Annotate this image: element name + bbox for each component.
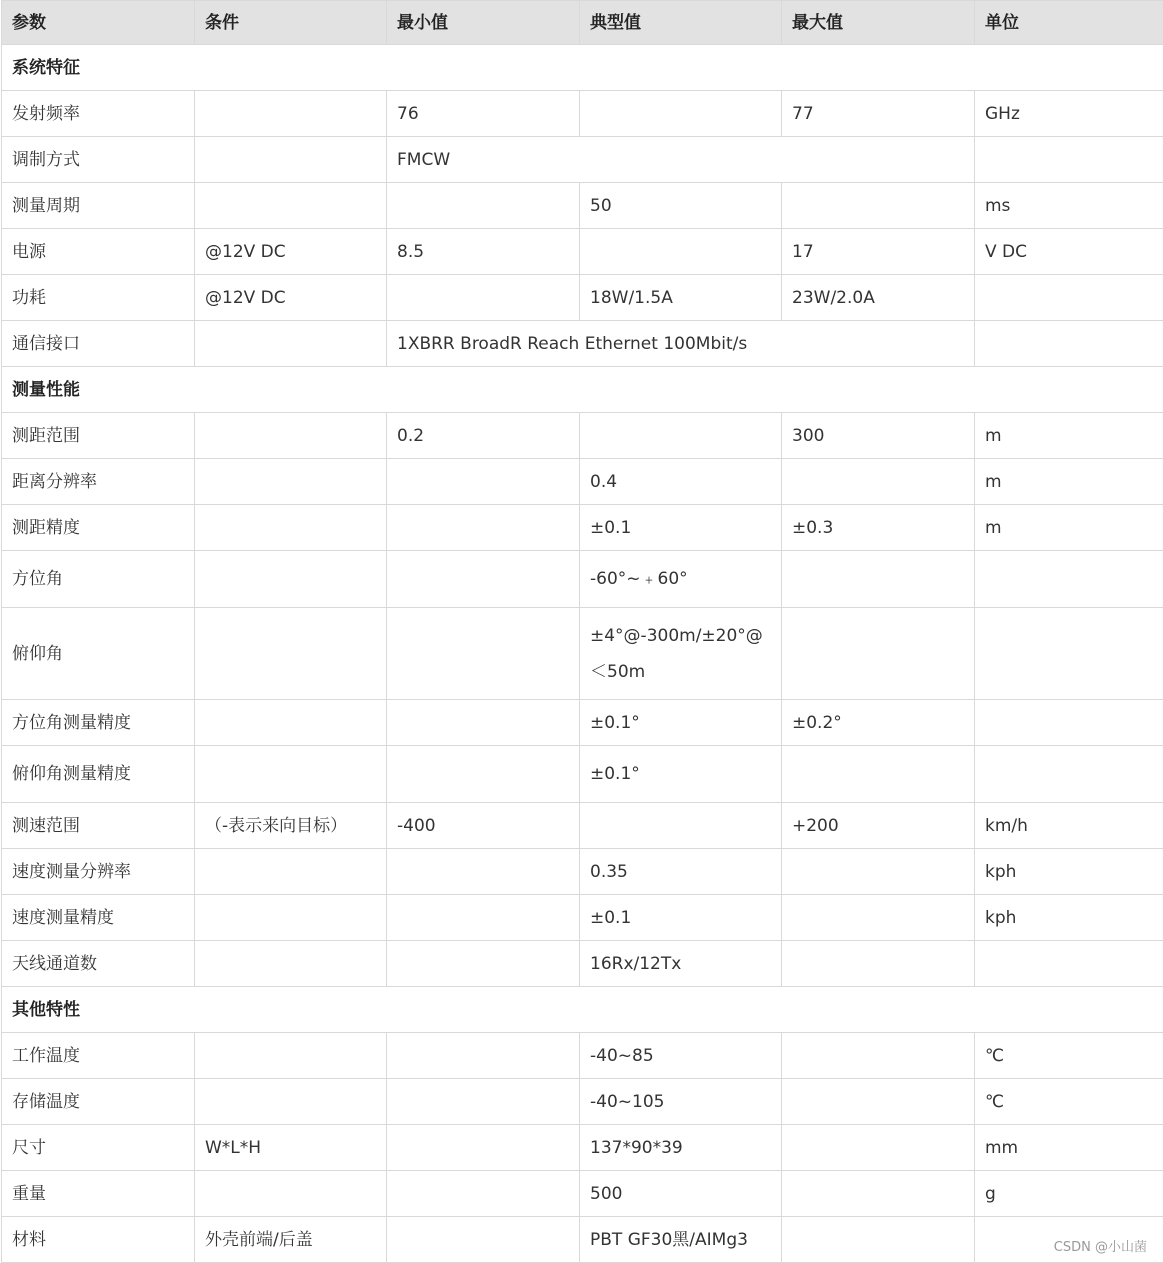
table-row — [2, 700, 1163, 746]
typ-cell: -40~85 — [580, 1033, 782, 1079]
param-cell: 天线通道数 — [2, 941, 195, 987]
min-cell — [387, 1217, 580, 1263]
unit-cell: m — [975, 505, 1163, 551]
condition-cell — [195, 551, 387, 608]
param-cell: 调制方式 — [2, 137, 195, 183]
table-row — [2, 551, 1163, 608]
typ-cell: -40~105 — [580, 1079, 782, 1125]
typ-cell: 16Rx/12Tx — [580, 941, 782, 987]
max-cell — [782, 608, 975, 700]
max-cell: +200 — [782, 803, 975, 849]
max-cell: ±0.3 — [782, 505, 975, 551]
condition-cell — [195, 1033, 387, 1079]
max-cell — [782, 183, 975, 229]
max-cell — [782, 1171, 975, 1217]
unit-cell — [975, 137, 1163, 183]
typ-cell: 137*90*39 — [580, 1125, 782, 1171]
typ-cell: 50 — [580, 183, 782, 229]
unit-cell: mm — [975, 1125, 1163, 1171]
typ-cell — [580, 413, 782, 459]
table-row — [2, 91, 1163, 137]
param-cell: 工作温度 — [2, 1033, 195, 1079]
typ-cell: ±4°@-300m/±20°@＜50m — [580, 608, 782, 700]
unit-cell: ℃ — [975, 1079, 1163, 1125]
condition-cell — [195, 700, 387, 746]
min-cell: 0.2 — [387, 413, 580, 459]
param-cell: 存储温度 — [2, 1079, 195, 1125]
condition-cell — [195, 91, 387, 137]
condition-cell — [195, 746, 387, 803]
min-cell — [387, 746, 580, 803]
min-cell — [387, 895, 580, 941]
min-cell — [387, 505, 580, 551]
condition-cell: @12V DC — [195, 275, 387, 321]
header-param: 参数 — [2, 1, 195, 45]
param-cell: 速度测量精度 — [2, 895, 195, 941]
unit-cell: m — [975, 413, 1163, 459]
min-cell — [387, 941, 580, 987]
condition-cell: W*L*H — [195, 1125, 387, 1171]
unit-cell: ms — [975, 183, 1163, 229]
section-title: 测量性能 — [2, 367, 1163, 413]
section-row — [2, 45, 1163, 91]
condition-cell — [195, 321, 387, 367]
typ-cell: ±0.1° — [580, 700, 782, 746]
param-cell: 方位角 — [2, 551, 195, 608]
min-cell: 76 — [387, 91, 580, 137]
header-max: 最大值 — [782, 1, 975, 45]
section-row — [2, 367, 1163, 413]
condition-cell — [195, 941, 387, 987]
value-span-cell: FMCW — [387, 137, 975, 183]
unit-cell: kph — [975, 895, 1163, 941]
min-cell: -400 — [387, 803, 580, 849]
min-cell — [387, 459, 580, 505]
table-row — [2, 137, 1163, 183]
param-cell: 测距范围 — [2, 413, 195, 459]
param-cell: 俯仰角 — [2, 608, 195, 700]
unit-cell — [975, 608, 1163, 700]
min-cell — [387, 1033, 580, 1079]
typ-cell: -60°~﹢60° — [580, 551, 782, 608]
condition-cell — [195, 137, 387, 183]
table-row — [2, 1033, 1163, 1079]
section-title: 其他特性 — [2, 987, 1163, 1033]
header-condition: 条件 — [195, 1, 387, 45]
condition-cell — [195, 849, 387, 895]
table-row — [2, 413, 1163, 459]
param-cell: 方位角测量精度 — [2, 700, 195, 746]
unit-cell: ℃ — [975, 1033, 1163, 1079]
typ-cell: ±0.1 — [580, 895, 782, 941]
condition-cell: 外壳前端/后盖 — [195, 1217, 387, 1263]
max-cell: 77 — [782, 91, 975, 137]
condition-cell — [195, 505, 387, 551]
condition-cell: @12V DC — [195, 229, 387, 275]
header-min: 最小值 — [387, 1, 580, 45]
min-cell — [387, 1125, 580, 1171]
condition-cell — [195, 1079, 387, 1125]
unit-cell — [975, 941, 1163, 987]
header-row — [2, 1, 1163, 45]
unit-cell: GHz — [975, 91, 1163, 137]
table-row — [2, 849, 1163, 895]
param-cell: 通信接口 — [2, 321, 195, 367]
table-row — [2, 229, 1163, 275]
typ-cell: 500 — [580, 1171, 782, 1217]
table-row — [2, 1079, 1163, 1125]
condition-cell — [195, 413, 387, 459]
condition-cell — [195, 895, 387, 941]
max-cell — [782, 746, 975, 803]
max-cell — [782, 941, 975, 987]
max-cell — [782, 551, 975, 608]
max-cell: ±0.2° — [782, 700, 975, 746]
param-cell: 发射频率 — [2, 91, 195, 137]
param-cell: 测速范围 — [2, 803, 195, 849]
typ-cell — [580, 229, 782, 275]
param-cell: 测量周期 — [2, 183, 195, 229]
unit-cell: km/h — [975, 803, 1163, 849]
min-cell — [387, 275, 580, 321]
watermark: CSDN @小山菌 — [1054, 1236, 1147, 1255]
max-cell: 300 — [782, 413, 975, 459]
header-unit: 单位 — [975, 1, 1163, 45]
unit-cell: m — [975, 459, 1163, 505]
condition-cell — [195, 1171, 387, 1217]
min-cell — [387, 551, 580, 608]
max-cell: 17 — [782, 229, 975, 275]
unit-cell — [975, 321, 1163, 367]
table-row — [2, 505, 1163, 551]
min-cell — [387, 1171, 580, 1217]
max-cell — [782, 1125, 975, 1171]
unit-cell: V DC — [975, 229, 1163, 275]
min-cell — [387, 1079, 580, 1125]
condition-cell: （-表示来向目标） — [195, 803, 387, 849]
table-row — [2, 1171, 1163, 1217]
unit-cell: kph — [975, 849, 1163, 895]
unit-cell — [975, 746, 1163, 803]
typ-cell: ±0.1 — [580, 505, 782, 551]
min-cell — [387, 608, 580, 700]
condition-cell — [195, 608, 387, 700]
condition-cell — [195, 459, 387, 505]
value-span-cell: 1XBRR BroadR Reach Ethernet 100Mbit/s — [387, 321, 975, 367]
min-cell: 8.5 — [387, 229, 580, 275]
table-row — [2, 321, 1163, 367]
min-cell — [387, 700, 580, 746]
section-title: 系统特征 — [2, 45, 1163, 91]
table-row — [2, 183, 1163, 229]
table-row — [2, 895, 1163, 941]
unit-cell — [975, 551, 1163, 608]
table-row — [2, 1217, 1163, 1263]
typ-cell: PBT GF30黑/AIMg3 — [580, 1217, 782, 1263]
param-cell: 电源 — [2, 229, 195, 275]
table-row — [2, 1125, 1163, 1171]
param-cell: 功耗 — [2, 275, 195, 321]
table-row — [2, 941, 1163, 987]
param-cell: 速度测量分辨率 — [2, 849, 195, 895]
section-row — [2, 987, 1163, 1033]
param-cell: 俯仰角测量精度 — [2, 746, 195, 803]
max-cell — [782, 1217, 975, 1263]
table-row — [2, 746, 1163, 803]
unit-cell — [975, 700, 1163, 746]
table-row — [2, 608, 1163, 700]
max-cell — [782, 459, 975, 505]
spec-table — [1, 0, 1163, 1263]
unit-cell — [975, 275, 1163, 321]
unit-cell: g — [975, 1171, 1163, 1217]
param-cell: 尺寸 — [2, 1125, 195, 1171]
typ-cell: ±0.1° — [580, 746, 782, 803]
typ-cell — [580, 91, 782, 137]
param-cell: 距离分辨率 — [2, 459, 195, 505]
typ-cell — [580, 803, 782, 849]
condition-cell — [195, 183, 387, 229]
min-cell — [387, 183, 580, 229]
max-cell — [782, 1033, 975, 1079]
typ-cell: 0.4 — [580, 459, 782, 505]
table-row — [2, 275, 1163, 321]
min-cell — [387, 849, 580, 895]
max-cell: 23W/2.0A — [782, 275, 975, 321]
param-cell: 测距精度 — [2, 505, 195, 551]
typ-cell: 0.35 — [580, 849, 782, 895]
max-cell — [782, 895, 975, 941]
header-typ: 典型值 — [580, 1, 782, 45]
max-cell — [782, 849, 975, 895]
param-cell: 材料 — [2, 1217, 195, 1263]
param-cell: 重量 — [2, 1171, 195, 1217]
max-cell — [782, 1079, 975, 1125]
table-row — [2, 803, 1163, 849]
table-row — [2, 459, 1163, 505]
typ-cell: 18W/1.5A — [580, 275, 782, 321]
